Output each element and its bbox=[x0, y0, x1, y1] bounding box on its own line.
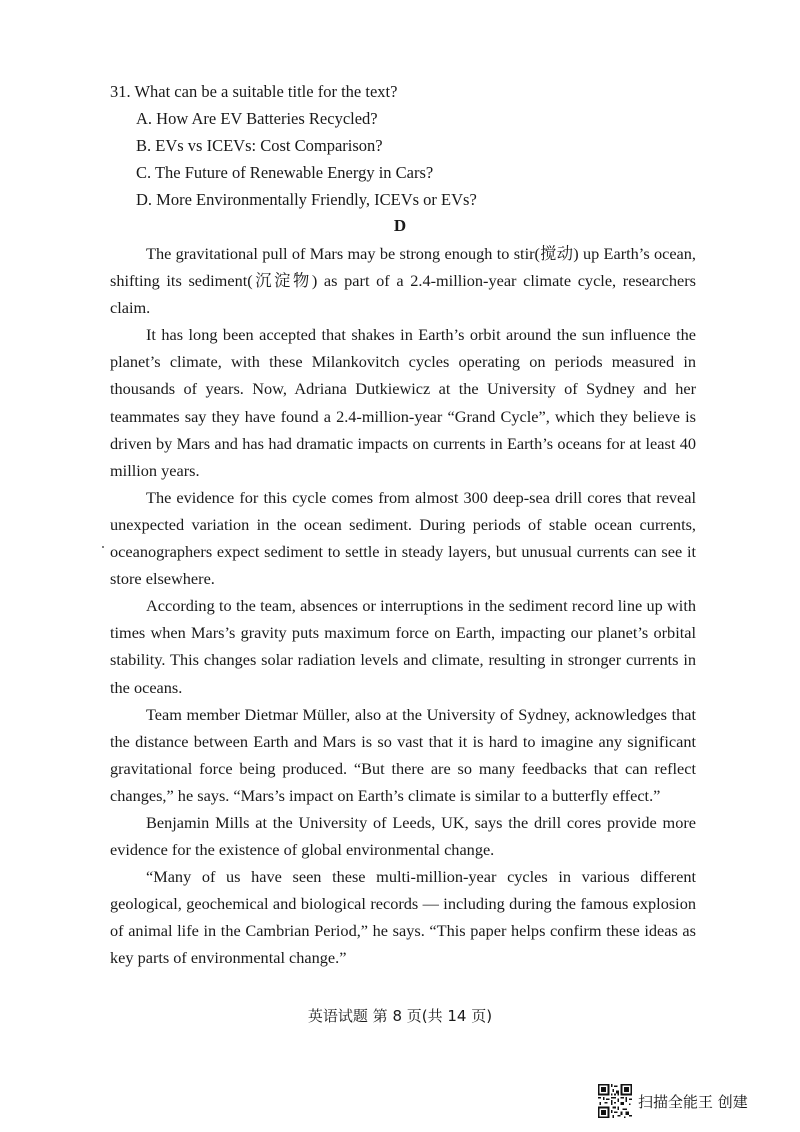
passage bbox=[110, 240, 696, 972]
option-a: A. How Are EV Batteries Recycled? bbox=[136, 109, 378, 128]
qr-code-icon bbox=[598, 1084, 632, 1118]
section-heading: D bbox=[393, 216, 407, 235]
passage-paragraph-2: It has long been accepted that shakes in Earth’s orbit around the sun influence the planet’s climate, with these Milankovitch cycles operating on periods measured in thousands of years. Now, Adriana Dutkiewicz at the University of Sydney and her teammates say they have found a 2.4-million-year “Grand Cycle”, which they believe is driven by Mars and has had dramatic impacts on currents in Earth’s oceans for at least 40 million years. bbox=[110, 325, 696, 480]
passage-paragraph-5: Team member Dietmar Müller, also at the University of Sydney, acknowledges that the distance between Earth and Mars is so vast that it is hard to imagine any significant gravitational force being produced. “But there are so many feedbacks that can reflect changes,” he says. “Mars’s impact on Earth’s climate is similar to a butterfly effect.” bbox=[110, 704, 696, 805]
question-stem: 31. What can be a suitable title for the text? bbox=[110, 82, 398, 101]
watermark-text: 扫描全能王 创建 bbox=[638, 1092, 748, 1111]
option-c: C. The Future of Renewable Energy in Cars? bbox=[136, 163, 434, 182]
scanner-watermark bbox=[598, 1084, 748, 1118]
option-b: B. EVs vs ICEVs: Cost Comparison? bbox=[136, 136, 383, 155]
passage-paragraph-7: “Many of us have seen these multi-million-year cycles in various different geological, geochemical and biological records — including during the famous explosion of animal life in the Cambrian Period,” he says. “This paper helps confirm these ideas as key parts of environmental change.” bbox=[110, 867, 696, 968]
passage-paragraph-4: According to the team, absences or interruptions in the sediment record line up with times when Mars’s gravity puts maximum force on Earth, impacting our planet’s orbital stability. This changes solar radiation levels and climate, resulting in stronger currents in the oceans. bbox=[110, 596, 696, 697]
page-footer: 英语试题 第 8 页(共 14 页) bbox=[307, 1007, 493, 1025]
scan-speck bbox=[102, 546, 104, 548]
passage-paragraph-3: The evidence for this cycle comes from almost 300 deep-sea drill cores that reveal unexpected variation in the ocean sediment. During periods of stable ocean currents, oceanographers expect sediment to settle in steady layers, but unusual currents can see it store elsewhere. bbox=[110, 487, 696, 589]
option-d: D. More Environmentally Friendly, ICEVs or EVs? bbox=[136, 190, 477, 209]
passage-paragraph-6: Benjamin Mills at the University of Leeds, UK, says the drill cores provide more evidence for the existence of global environmental change. bbox=[110, 812, 696, 860]
passage-paragraph-1: The gravitational pull of Mars may be strong enough to stir(搅动) up Earth’s ocean, shifting its sediment(沉淀物) as part of a 2.4-million-year climate cycle, researchers claim. bbox=[110, 244, 696, 318]
